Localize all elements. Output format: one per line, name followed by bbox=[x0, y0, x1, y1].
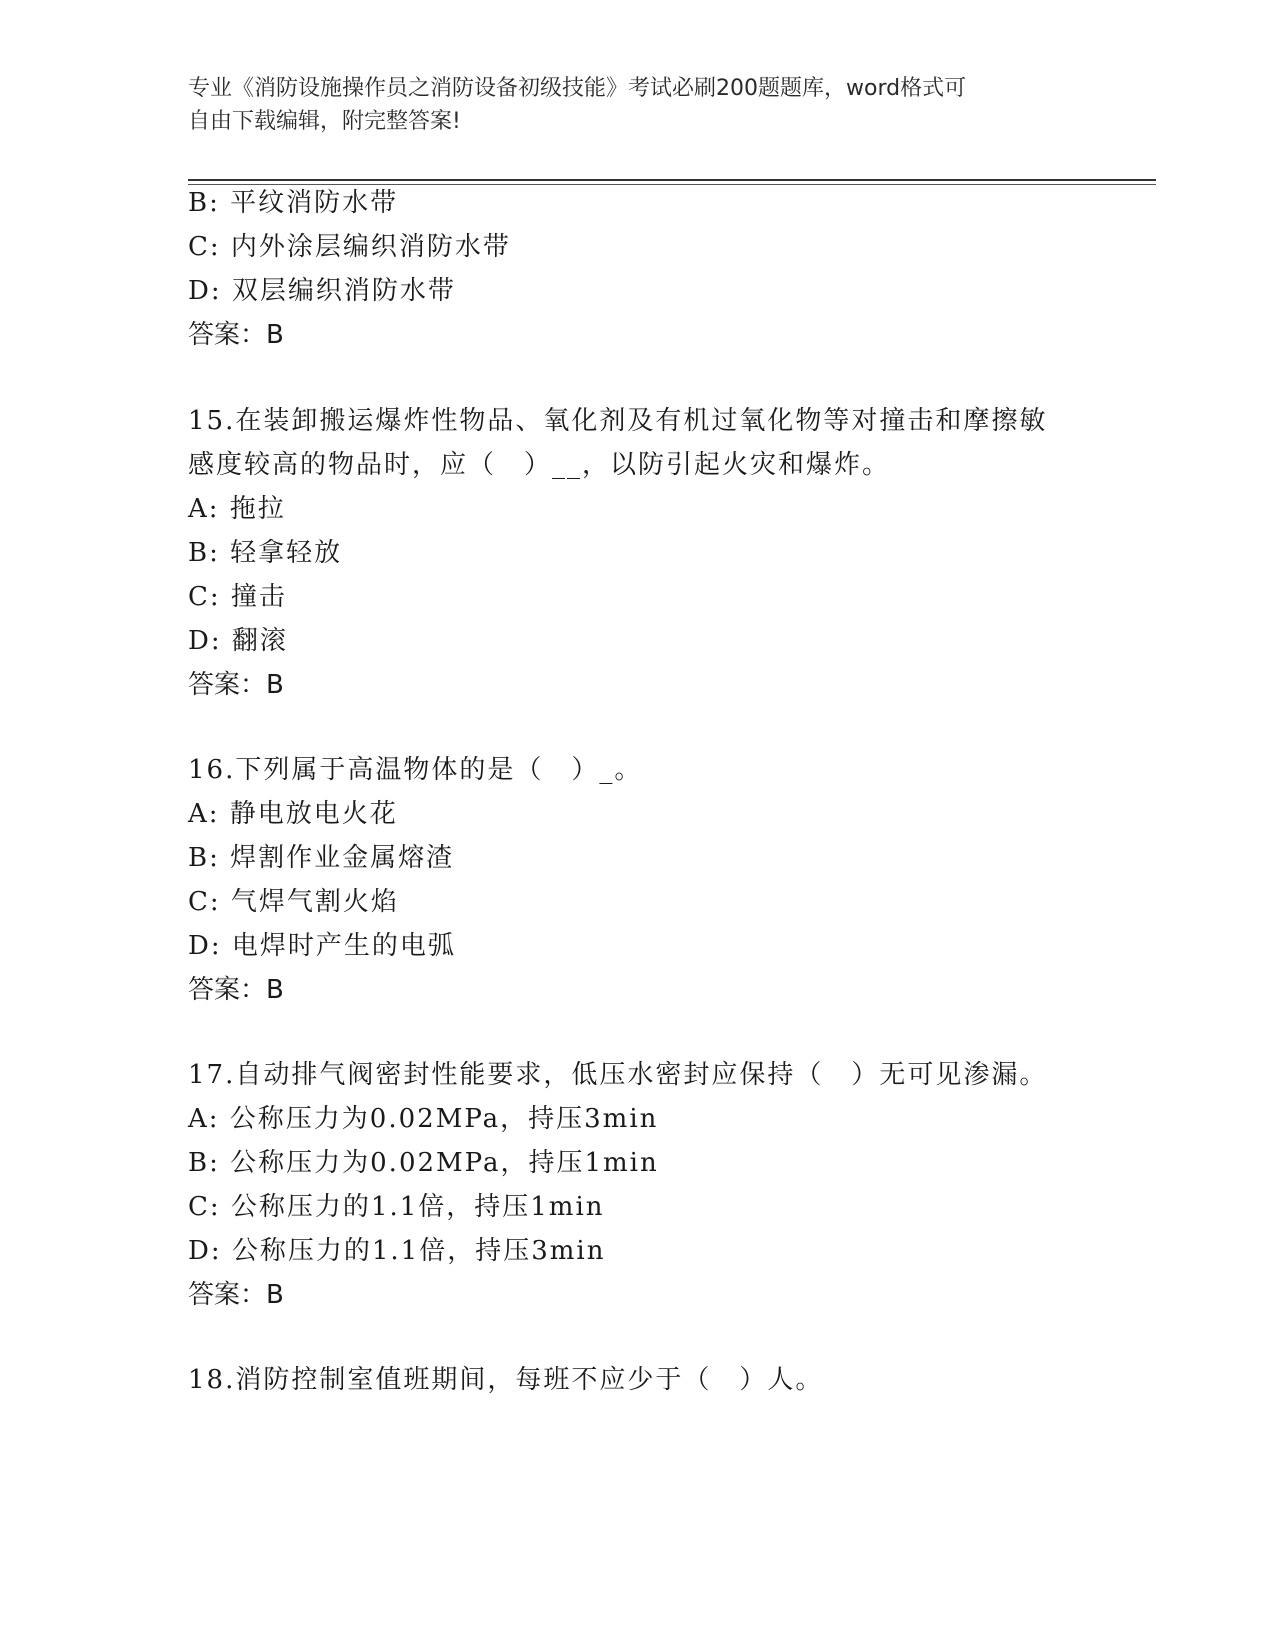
q16-stem: 16.下列属于高温物体的是（ ）_。 bbox=[188, 755, 643, 785]
q14-answer: 答案：B bbox=[188, 320, 284, 350]
q17-option-c: C: 公称压力的1.1倍，持压1min bbox=[188, 1192, 605, 1222]
q15-option-c: C: 撞击 bbox=[188, 582, 287, 612]
q15-stem-line-2: 感度较高的物品时，应（ ）__，以防引起火灾和爆炸。 bbox=[188, 450, 891, 480]
header-line-1: 专业《消防设施操作员之消防设备初级技能》考试必刷200题题库，word格式可 bbox=[188, 76, 967, 101]
q17-stem: 17.自动排气阀密封性能要求，低压水密封应保持（ ）无可见渗漏。 bbox=[188, 1060, 1048, 1090]
q17-option-a: A: 公称压力为0.02MPa，持压3min bbox=[188, 1104, 659, 1134]
q14-option-c: C: 内外涂层编织消防水带 bbox=[188, 232, 511, 262]
page-header bbox=[188, 72, 1068, 138]
q16-option-c: C: 气焊气割火焰 bbox=[188, 887, 399, 917]
q17-answer: 答案：B bbox=[188, 1280, 284, 1310]
q15-stem-line-1: 15.在装卸搬运爆炸性物品、氧化剂及有机过氧化物等对撞击和摩擦敏 bbox=[188, 406, 1048, 436]
header-rule-thick bbox=[188, 179, 1156, 181]
header-rule-thin bbox=[188, 184, 1156, 185]
q16-option-a: A: 静电放电火花 bbox=[188, 799, 398, 829]
q16-answer: 答案：B bbox=[188, 975, 284, 1005]
q15-option-b: B: 轻拿轻放 bbox=[188, 538, 343, 568]
q15-option-d: D: 翻滚 bbox=[188, 626, 288, 656]
q15-answer: 答案：B bbox=[188, 670, 284, 700]
q17-option-d: D: 公称压力的1.1倍，持压3min bbox=[188, 1236, 606, 1266]
q14-option-b: B: 平纹消防水带 bbox=[188, 188, 399, 218]
q17-option-b: B: 公称压力为0.02MPa，持压1min bbox=[188, 1148, 659, 1178]
header-line-2: 自由下载编辑，附完整答案! bbox=[188, 109, 461, 134]
q16-option-b: B: 焊割作业金属熔渣 bbox=[188, 843, 455, 873]
q18-stem: 18.消防控制室值班期间，每班不应少于（ ）人。 bbox=[188, 1365, 824, 1395]
q15-option-a: A: 拖拉 bbox=[188, 494, 286, 524]
q14-option-d: D: 双层编织消防水带 bbox=[188, 276, 456, 306]
q16-option-d: D: 电焊时产生的电弧 bbox=[188, 931, 456, 961]
